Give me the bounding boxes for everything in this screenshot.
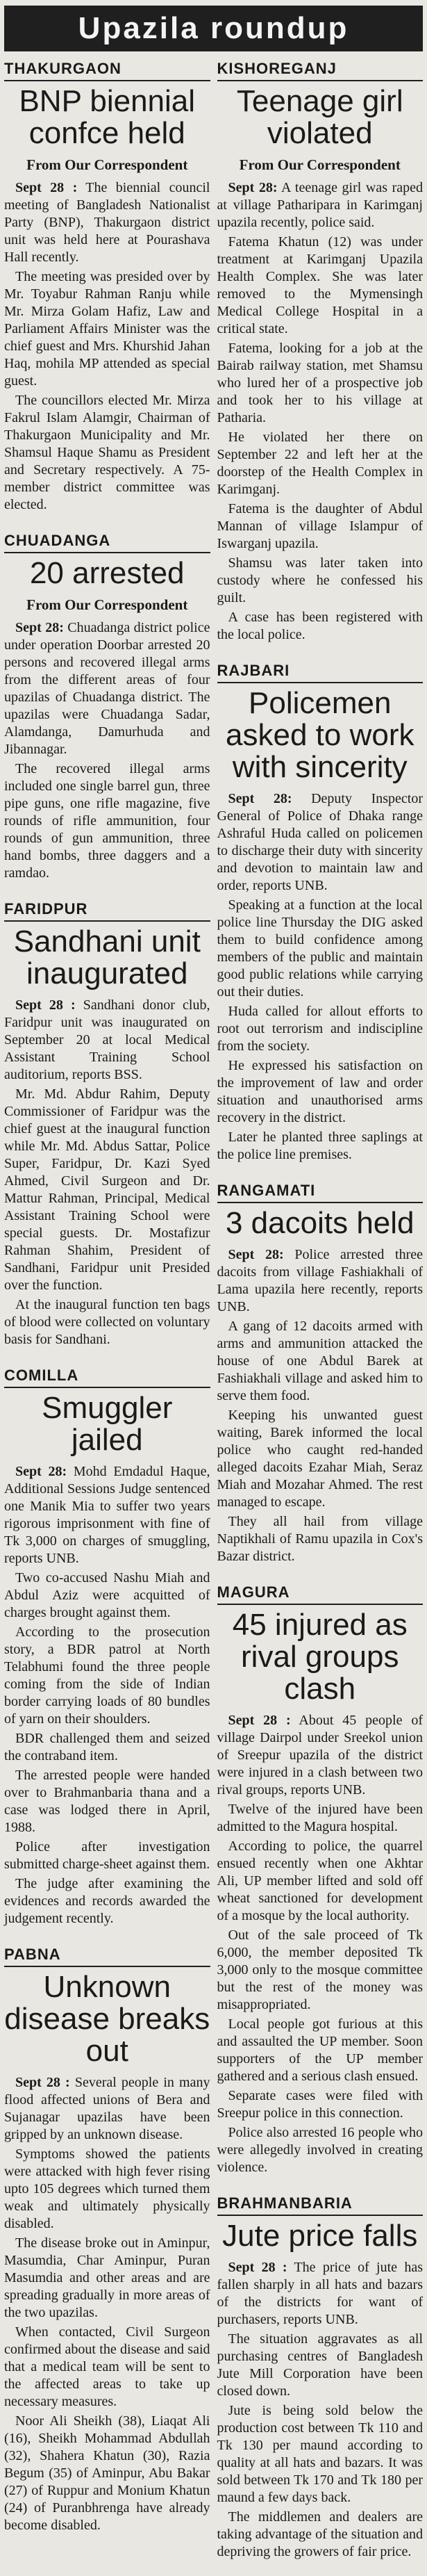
story-paragraph <box>217 2402 424 2506</box>
story-paragraph <box>4 2413 210 2534</box>
story-paragraph <box>4 2074 210 2144</box>
story-headline: Smuggler jailed <box>42 1391 173 1457</box>
story-paragraph <box>4 2235 210 2322</box>
story-text: At the inaugural function ten bags of blood were collected on voluntary basis for Sandhani. <box>4 1297 210 1347</box>
story-headline: Policemen asked to work with sincerity <box>226 686 415 784</box>
story-text: The situation aggravates as all purchasing centres of Bangladesh Jute Mill Corporation have been closed down. <box>217 2331 423 2399</box>
story-dateline: Sept 28 : <box>15 2075 70 2090</box>
story-paragraph <box>4 760 210 882</box>
story-text: Sandhani donor club, Faridpur unit was inaugurated on September 20 at local Medical Assistant Training School auditorium, reports BSS. <box>4 997 210 1082</box>
story <box>217 1179 424 1565</box>
story-paragraph <box>217 1246 424 1316</box>
story-dateline: Sept 28 : <box>15 997 76 1013</box>
story-paragraph <box>217 1129 424 1164</box>
story-paragraph <box>217 2087 424 2122</box>
story-byline: From Our Correspondent <box>239 156 401 173</box>
story-text: Mohd Emdadul Haque, Additional Sessions Judge sentenced one Manik Mia to suffer two years rigorous imprisonment with fine of Tk 3,000 on charges of smuggling, reports UNB. <box>4 1464 210 1566</box>
story-text: Fatema is the daughter of Abdul Mannan of village Islampur of Iswarganj upazila. <box>217 501 423 551</box>
story-text: He violated her there on September 22 and left her at the doorstep of the Health Complex in Karimganj. <box>217 430 423 497</box>
right-column <box>217 57 424 2576</box>
story <box>217 659 424 1164</box>
story-paragraph <box>4 1875 210 1927</box>
story <box>4 897 210 1348</box>
story-dateline: Sept 28: <box>15 1464 67 1479</box>
story <box>4 529 210 882</box>
story <box>217 1581 424 2176</box>
story <box>4 1364 210 1927</box>
story-paragraph <box>217 1513 424 1565</box>
story-text: Police after investigation submitted charge-sheet against them. <box>4 1839 210 1872</box>
story-paragraph <box>217 2016 424 2085</box>
story-text: The middlemen and dealers are taking advantage of the situation and depriving the growers of fair price. <box>217 2509 423 2559</box>
story <box>217 57 424 644</box>
story-dateline: Sept 28 : <box>228 1713 291 1728</box>
story-paragraph <box>4 2324 210 2411</box>
story-text: The judge after examining the evidences and records awarded the judgement recently. <box>4 1876 210 1926</box>
story-text: Chuadanga district police under operation Doorbar arrested 20 persons and recovered illegal arms from the different areas of four upazilas of Chuadanga district. The upazilas were Chuadanga Sadar, Alamdanga, Damurhuda and Jibannagar. <box>4 620 210 757</box>
story-text: Police also arrested 16 people who were allegedly involved in creating violence. <box>217 2125 423 2175</box>
story-text: Several people in many flood affected unions of Bera and Sujanagar upazilas have been gripped by an unknown disease. <box>4 2075 210 2142</box>
story-headline: Teenage girl violated <box>236 84 403 150</box>
story-text: The disease broke out in Aminpur, Masumdia, Char Aminpur, Puran Masumdia and other areas and are spreading gradually in more areas of the two upazilas. <box>4 2235 210 2320</box>
story-headline: Unknown disease breaks out <box>4 1970 210 2068</box>
story-paragraph <box>217 500 424 553</box>
story-paragraph <box>217 2259 424 2329</box>
story-paragraph <box>4 1839 210 1873</box>
story-text: A gang of 12 dacoits armed with arms and ammunition attacked the house of one Abdul Barek at Fashiakhali village and asked him to serve them food. <box>217 1319 423 1403</box>
story-paragraph <box>217 1318 424 1405</box>
story-paragraph <box>4 1570 210 1622</box>
story-text: Noor Ali Sheikh (38), Liaqat Ali (16), Sheikh Mohammad Abdullah (32), Shahera Khatun (30), Razia Begum (35) of Aminpur, Abu Bakar (27) of Ruppur and Monium Khatun (24) of Puranbhrenga have already become disabled. <box>4 2413 210 2533</box>
story-paragraph <box>4 619 210 758</box>
story-paragraph <box>217 1407 424 1511</box>
story-byline: From Our Correspondent <box>26 596 188 613</box>
story-paragraph <box>4 1463 210 1567</box>
story-paragraph <box>217 1057 424 1127</box>
story-text: Local people got furious at this and assaulted the UP member. Soon supporters of the UP member gathered and a serious clash ensued. <box>217 2016 423 2084</box>
story-text: Mr. Md. Abdur Rahim, Deputy Commissioner of Faridpur was the chief guest at the inaugural function while Mr. Md. Abdus Sattar, Police Super, Faridpur, Dr. Kazi Syed Ahmed, Civil Surgeon and Dr. Mattur Rahman, Principal, Medical Assistant Training School were special guests. Dr. Mostafizur Rahman Shahim, President of Sandhani, Faridpur unit Presided over the function. <box>4 1086 210 1293</box>
story-text: A teenage girl was raped at village Patharipara in Karimganj upazila recently, police said. <box>217 180 424 230</box>
story-paragraph <box>4 2146 210 2233</box>
story-headline: 3 dacoits held <box>225 1206 415 1240</box>
story-dateline: Sept 28 : <box>228 2260 287 2275</box>
story-text: According to the prosecution story, a BDR patrol at North Telabhumi found the three people coming from the side of Indian border carrying loads of 80 bundles of yarn on their shoulders. <box>4 1624 210 1727</box>
story-location: PABNA <box>4 1943 210 1967</box>
story-text: BDR challenged them and seized the contraband item. <box>4 1731 210 1763</box>
story-dateline: Sept 28: <box>228 1247 284 1262</box>
story-location: RANGAMATI <box>217 1179 424 1203</box>
story-location: RAJBARI <box>217 659 424 683</box>
story-text: The councillors elected Mr. Mirza Fakrul Islam Alamgir, Chairman of Thakurgaon Municipality and Mr. Shamsul Haque Shamu as President and Secretary respectively. A 75-member district committee was elected. <box>4 393 210 512</box>
story-paragraph <box>217 234 424 338</box>
story-dateline: Sept 28 : <box>15 180 78 195</box>
story <box>4 57 210 514</box>
story-paragraph <box>4 1086 210 1294</box>
story-location: KISHOREGANJ <box>217 57 424 81</box>
story-location: MAGURA <box>217 1581 424 1605</box>
story-headline: Sandhani unit inaugurated <box>13 924 201 991</box>
story-location: CHUADANGA <box>4 529 210 553</box>
story-text: The biennial council meeting of Bangladesh Nationalist Party (BNP), Thakurgaon district unit was held here at Pourashava Hall recently. <box>4 180 210 265</box>
story-paragraph <box>217 1003 424 1055</box>
story-paragraph <box>217 1838 424 1925</box>
story-text: About 45 people of village Dairpol under Sreekol union of Sreepur upazila of the district were injured in a clash between two rival groups, reports UNB. <box>217 1713 423 1798</box>
story-text: According to police, the quarrel ensued recently when one Akhtar Ali, UP member lifted and sold off wheat sanctioned for development of a mosque by the local authority. <box>217 1839 423 1923</box>
story-text: Fatema, looking for a job at the Bairab railway station, met Shamsu who lured her of a prospective job and took her to his village at Patharia. <box>217 341 423 425</box>
story-paragraph <box>217 609 424 644</box>
story-paragraph <box>4 1296 210 1348</box>
story-paragraph <box>217 555 424 607</box>
story-text: A case has been registered with the local police. <box>217 610 423 642</box>
story-paragraph <box>4 997 210 1084</box>
story-text: The price of jute has fallen sharply in all hats and bazars of the districts for want of purchasers, reports UNB. <box>217 2260 423 2327</box>
story-text: Symptoms showed the patients were attacked with high fever rising upto 105 degrees which turned them weak and ultimately physically disabled. <box>4 2146 210 2231</box>
story-text: Fatema Khatun (12) was under treatment at Karimganj Upazila Health Complex. She was later removed to the Mymensingh Medical College Hospital in a critical state. <box>217 234 423 336</box>
story-paragraph <box>217 2509 424 2561</box>
story-dateline: Sept 28: <box>15 620 64 635</box>
story-paragraph <box>4 268 210 390</box>
newspaper-page <box>0 6 427 2559</box>
columns <box>4 57 423 2576</box>
left-column <box>4 57 210 2576</box>
story-text: Twelve of the injured have been admitted to the Magura hospital. <box>217 1802 423 1834</box>
story-text: Shamsu was later taken into custody where he confessed his guilt. <box>217 555 423 605</box>
story-text: He expressed his satisfaction on the improvement of law and order situation and unauthorised arms recovery in the district. <box>217 1058 423 1125</box>
story-text: The recovered illegal arms included one single barrel gun, three pipe guns, one rifle magazine, five rounds of rifle ammunition, four rounds of gun ammunition, three hand bombs, three daggers and a ramdao. <box>4 761 210 881</box>
story-paragraph <box>217 429 424 498</box>
story-text: Two co-accused Nashu Miah and Abdul Aziz were acquitted of charges brought against them. <box>4 1570 210 1620</box>
story-paragraph <box>4 1624 210 1728</box>
story-location: FARIDPUR <box>4 897 210 922</box>
story-text: Keeping his unwanted guest waiting, Barek informed the local police who caught red-handed alleged dacoits Ezahar Miah, Seraz Miah and Mozahar Ahmed. The rest managed to escape. <box>217 1408 423 1510</box>
story-paragraph <box>217 897 424 1001</box>
story-headline: BNP biennial confce held <box>19 84 196 150</box>
story-headline: 20 arrested <box>29 556 185 590</box>
story-text: When contacted, Civil Surgeon confirmed about the disease and said that a medical team will be sent to the affected areas to take up necessary measures. <box>4 2324 210 2409</box>
story-headline: Jute price falls <box>222 2219 418 2253</box>
story-text: Separate cases were filed with Sreepur police in this connection. <box>217 2088 423 2121</box>
story-text: Deputy Inspector General of Police of Dhaka range Ashraful Huda called on policemen to discharge their duty with sincerity and devotion to maintain law and order, reports UNB. <box>217 791 423 893</box>
story-paragraph <box>217 790 424 895</box>
story-text: The arrested people were handed over to Brahmanbaria thana and a case was lodged there in April, 1988. <box>4 1768 210 1835</box>
story-headline: 45 injured as rival groups clash <box>232 1608 408 1706</box>
story-text: Out of the sale proceed of Tk 6,000, the member deposited Tk 3,000 only to the mosque committee but the rest of the money was misappropriated. <box>217 1927 423 2012</box>
story-paragraph <box>217 340 424 427</box>
story-paragraph <box>217 1927 424 2014</box>
story <box>4 1943 210 2534</box>
section-banner: Upazila roundup <box>4 6 423 51</box>
story-byline: From Our Correspondent <box>26 156 188 173</box>
story-text: Speaking at a function at the local police line Thursday the DIG asked them to build confidence among members of the public and maintain good public relations while carrying out their duties. <box>217 897 423 1000</box>
story-location: THAKURGAON <box>4 57 210 81</box>
story-text: The meeting was presided over by Mr. Toyabur Rahman Ranju while Mr. Mirza Golam Hafiz, Law and Parliament Affairs Minister was the chief guest and Mrs. Khurshid Jahan Haq, mohila MP attended as special guest. <box>4 269 210 389</box>
story-text: Jute is being sold below the production cost between Tk 110 and Tk 130 per maund according to quality at all hats and bazars. It was sold between Tk 170 and Tk 180 per maund a few days back. <box>217 2403 423 2505</box>
story-location: COMILLA <box>4 1364 210 1388</box>
story-text: Huda called for allout efforts to root out terrorism and indiscipline from the society. <box>217 1004 423 1054</box>
story-dateline: Sept 28: <box>228 791 292 806</box>
story-paragraph <box>217 179 424 231</box>
story-paragraph <box>4 1730 210 1765</box>
story-location: BRAHMANBARIA <box>217 2192 424 2216</box>
story-paragraph <box>217 2124 424 2176</box>
story-dateline: Sept 28: <box>228 180 278 195</box>
story-text: Later he planted three saplings at the police line premises. <box>217 1130 423 1162</box>
story-paragraph <box>217 1712 424 1799</box>
story-paragraph <box>4 1767 210 1836</box>
story-paragraph <box>4 392 210 514</box>
story <box>217 2192 424 2561</box>
story-paragraph <box>217 1801 424 1836</box>
story-text: Police arrested three dacoits from village Fashiakhali of Lama upazila here recently, reports UNB. <box>217 1247 423 1314</box>
story-paragraph <box>4 179 210 266</box>
story-paragraph <box>217 2331 424 2400</box>
story-text: They all hail from village Naptikhali of Ramu upazila in Cox's Bazar district. <box>217 1514 423 1564</box>
